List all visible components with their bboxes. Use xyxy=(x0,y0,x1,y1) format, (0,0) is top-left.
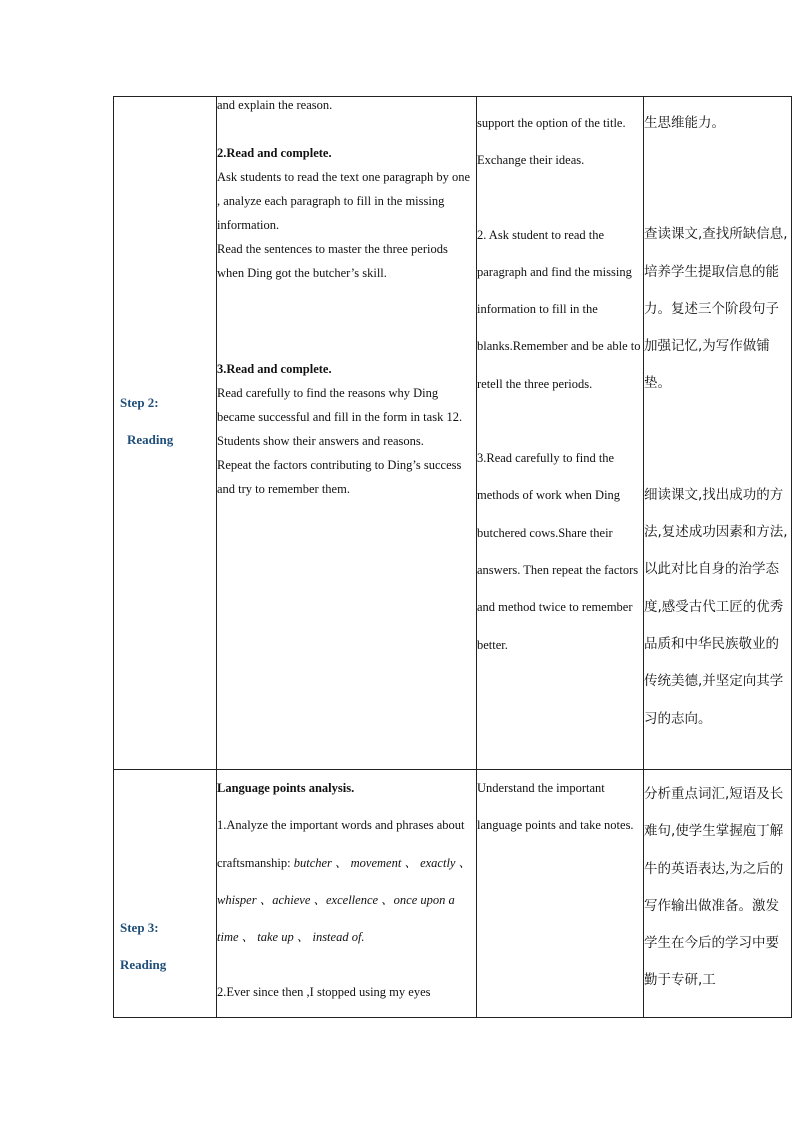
step2-para-2b: Read the sentences to master the three periods when Ding got the butcher’s skill. xyxy=(217,242,448,280)
step2-label-cell xyxy=(114,97,217,770)
step2-student-text-1: support the option of the title. Exchange their ideas. xyxy=(477,116,626,168)
step3-label-cell xyxy=(114,770,217,1018)
step3-para-2: 2.Ever since then ,I stopped using my eyes xyxy=(217,985,431,1000)
step2-student-activity xyxy=(477,97,644,770)
step2-title: Step 2: xyxy=(120,395,159,410)
step3-vocab-list: butcher 、 movement 、 exactly 、whisper 、achieve 、excellence 、once upon a time 、 take up 、 instead of. xyxy=(217,855,472,945)
step3-title: Step 3: xyxy=(120,919,159,935)
step3-subtitle: Reading xyxy=(120,956,167,972)
step2-purpose-text-2: 查读课文,查找所缺信息,培养学生提取信息的能力。复述三个阶段句子加强记忆,为写作做铺垫。 xyxy=(644,226,788,392)
step3-purpose xyxy=(644,770,792,1018)
step2-subtitle: Reading xyxy=(127,432,174,447)
step3-para-1 xyxy=(217,807,476,956)
lesson-plan-table xyxy=(113,96,792,1018)
step3-student-text: Understand the important language points and take notes. xyxy=(477,781,634,833)
step2-intro-text: and explain the reason. xyxy=(217,98,333,112)
step2-purpose xyxy=(644,97,792,770)
step2-purpose-text-3: 细读课文,找出成功的方法,复述成功因素和方法,以此对比自身的治学态度,感受古代工匠的优秀品质和中华民族敬业的传统美德,并坚定向其学习的志向。 xyxy=(644,486,788,727)
step2-heading-read-complete-3: 3.Read and complete. xyxy=(217,362,332,376)
step2-heading-read-complete-2: 2.Read and complete. xyxy=(217,146,332,160)
step2-student-text-2: 2. Ask student to read the paragraph and find the missing information to fill in the blanks.Remember and be able to retell the three periods. xyxy=(477,227,641,391)
step3-teacher-activity xyxy=(217,770,477,1018)
step2-para-3b: Repeat the factors contributing to Ding’s success and try to remember them. xyxy=(217,458,462,496)
step2-para-2a: Ask students to read the text one paragraph by one , analyze each paragraph to fill in the missing information. xyxy=(217,170,471,232)
step2-student-text-3: 3.Read carefully to find the methods of work when Ding butchered cows.Share their answers. Then repeat the factors and method twice to remember better. xyxy=(477,451,639,652)
step3-para-1-lead: 1.Analyze the important words and phrases about craftsmanship: xyxy=(217,818,465,870)
step3-purpose-text: 分析重点词汇,短语及长难句,使学生掌握庖丁解牛的英语表达,为之后的写作输出做准备。激发学生在今后的学习中要勤于专研,工 xyxy=(644,786,784,989)
step2-purpose-text-1: 生思维能力。 xyxy=(644,115,725,131)
step3-student-activity xyxy=(477,770,644,1018)
step3-heading: Language points analysis. xyxy=(217,781,355,795)
step2-para-3a: Read carefully to find the reasons why Ding became successful and fill in the form in task 12. Students show their answers and reasons. xyxy=(217,386,463,448)
step2-teacher-activity xyxy=(217,97,477,770)
step3-row xyxy=(114,770,792,1018)
step2-row xyxy=(114,97,792,770)
